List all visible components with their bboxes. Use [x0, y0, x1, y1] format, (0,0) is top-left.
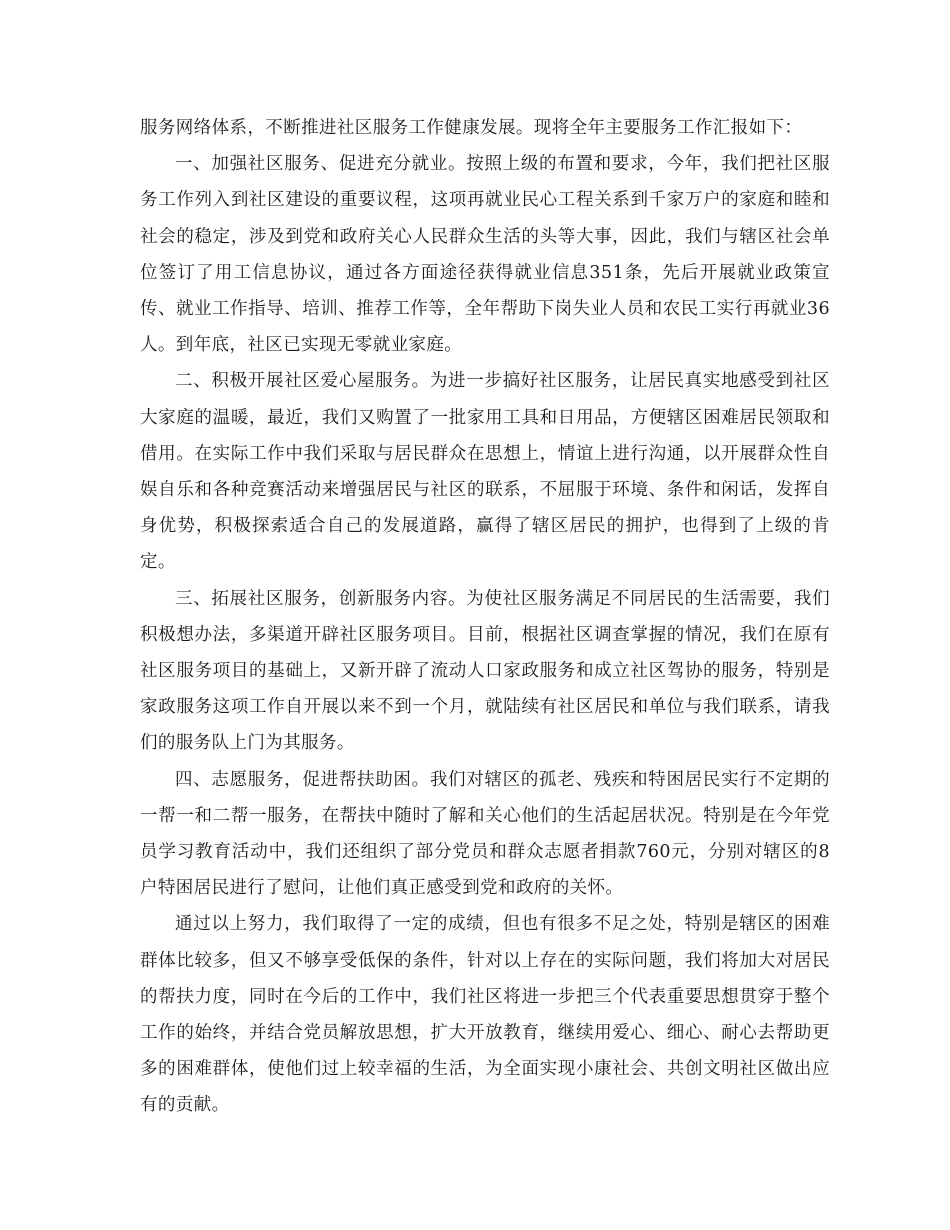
paragraph-employment: 一、加强社区服务、促进充分就业。按照上级的布置和要求，今年，我们把社区服务工作列入到社区建设的重要议程，这项再就业民心工程关系到千家万户的家庭和睦和社会的稳定，涉及到党和政府关心人民群众生活的头等大事，因此，我们与辖区社会单位签订了用工信息协议，通过各方面途径获得就业信息351条，先后开展就业政策宣传、就业工作指导、培训、推荐工作等，全年帮助下岗失业人员和农民工实行再就业36人。到年底，社区已实现无零就业家庭。	[140, 154, 830, 356]
paragraph-volunteer: 四、志愿服务，促进帮扶助困。我们对辖区的孤老、残疾和特困居民实行不定期的一帮一和二帮一服务，在帮扶中随时了解和关心他们的生活起居状况。特别是在今年党员学习教育活动中，我们还组织了部分党员和群众志愿者捐款760元，分别对辖区的8户特困居民进行了慰问，让他们真正感受到党和政府的关怀。	[140, 769, 830, 899]
document-body	[140, 110, 830, 1124]
paragraph-intro-continuation: 服务网络体系，不断推进社区服务工作健康发展。现将全年主要服务工作汇报如下：	[140, 118, 803, 138]
paragraph-expand-services: 三、拓展社区服务，创新服务内容。为使社区服务满足不同居民的生活需要，我们积极想办法，多渠道开辟社区服务项目。目前，根据社区调查掌握的情况，我们在原有社区服务项目的基础上，又新开辟了流动人口家政服务和成立社区驾协的服务，特别是家政服务这项工作自开展以来不到一个月，就陆续有社区居民和单位与我们联系，请我们的服务队上门为其服务。	[140, 588, 830, 754]
paragraph-love-house: 二、积极开展社区爱心屋服务。为进一步搞好社区服务，让居民真实地感受到社区大家庭的温暖，最近，我们又购置了一批家用工具和日用品，方便辖区困难居民领取和借用。在实际工作中我们采取与居民群众在思想上，情谊上进行沟通，以开展群众性自娱自乐和各种竞赛活动来增强居民与社区的联系，不屈服于环境、条件和闲话，发挥自身优势，积极探索适合自己的发展道路，赢得了辖区居民的拥护，也得到了上级的肯定。	[140, 371, 830, 573]
paragraph-conclusion: 通过以上努力，我们取得了一定的成绩，但也有很多不足之处，特别是辖区的困难群体比较多，但又不够享受低保的条件，针对以上存在的实际问题，我们将加大对居民的帮扶力度，同时在今后的工作中，我们社区将进一步把三个代表重要思想贯穿于整个工作的始终，并结合党员解放思想，扩大开放教育，继续用爱心、细心、耐心去帮助更多的困难群体，使他们过上较幸福的生活，为全面实现小康社会、共创文明社区做出应有的贡献。	[140, 914, 830, 1116]
